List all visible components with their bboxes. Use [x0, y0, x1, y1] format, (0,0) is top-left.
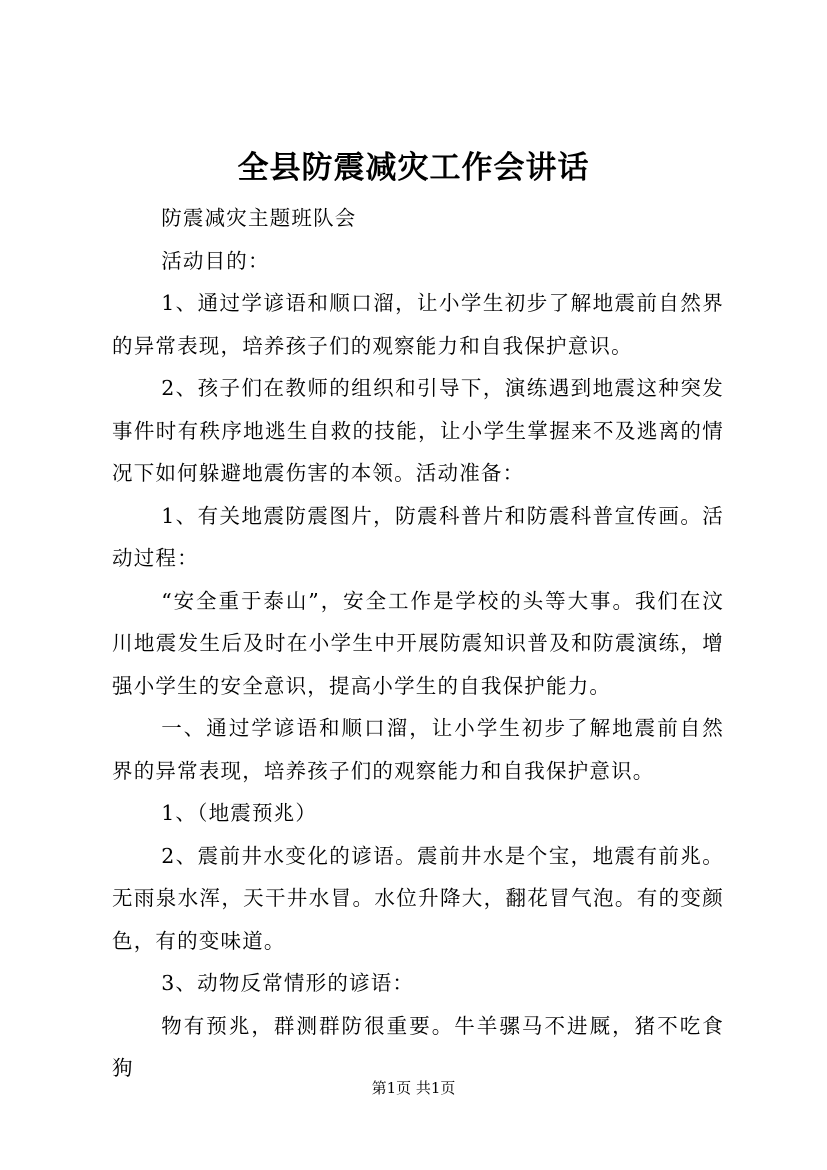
paragraph: 2、孩子们在教师的组织和引导下，演练遇到地震这种突发事件时有秩序地逃生自救的技能，让小学生掌握来不及逃离的情况下如何躲避地震伤害的本领。活动准备：	[112, 376, 724, 485]
paragraph: 2、震前井水变化的谚语。震前井水是个宝，地震有前兆。无雨泉水浑，天干井水冒。水位升降大，翻花冒气泡。有的变颜色，有的变味道。	[112, 843, 724, 953]
paragraph: 1、（地震预兆）	[161, 801, 318, 825]
paragraph: 物有预兆，群测群防很重要。牛羊骡马不进厩，猪不吃食狗	[112, 1013, 724, 1080]
paragraph: 防震减灾主题班队会	[161, 206, 357, 230]
paragraph: 一、通过学谚语和顺口溜，让小学生初步了解地震前自然界的异常表现，培养孩子们的观察能力和自我保护意识。	[112, 716, 724, 783]
paragraph: 1、通过学谚语和顺口溜，让小学生初步了解地震前自然界的异常表现，培养孩子们的观察能力和自我保护意识。	[112, 291, 724, 358]
document-title: 全县防震减灾工作会讲话	[237, 150, 590, 186]
paragraph: “安全重于泰山”，安全工作是学校的头等大事。我们在汶川地震发生后及时在小学生中开展防震知识普及和防震演练，增强小学生的安全意识，提高小学生的自我保护能力。	[112, 588, 724, 698]
paragraph: 活动目的：	[161, 248, 270, 273]
paragraph: 1、有关地震防震图片，防震科普片和防震科普宣传画。活动过程：	[112, 503, 724, 570]
paragraph: 3、动物反常情形的谚语：	[161, 971, 415, 995]
document-body	[112, 197, 724, 1090]
page-footer: 第1页 共1页	[371, 1079, 456, 1097]
